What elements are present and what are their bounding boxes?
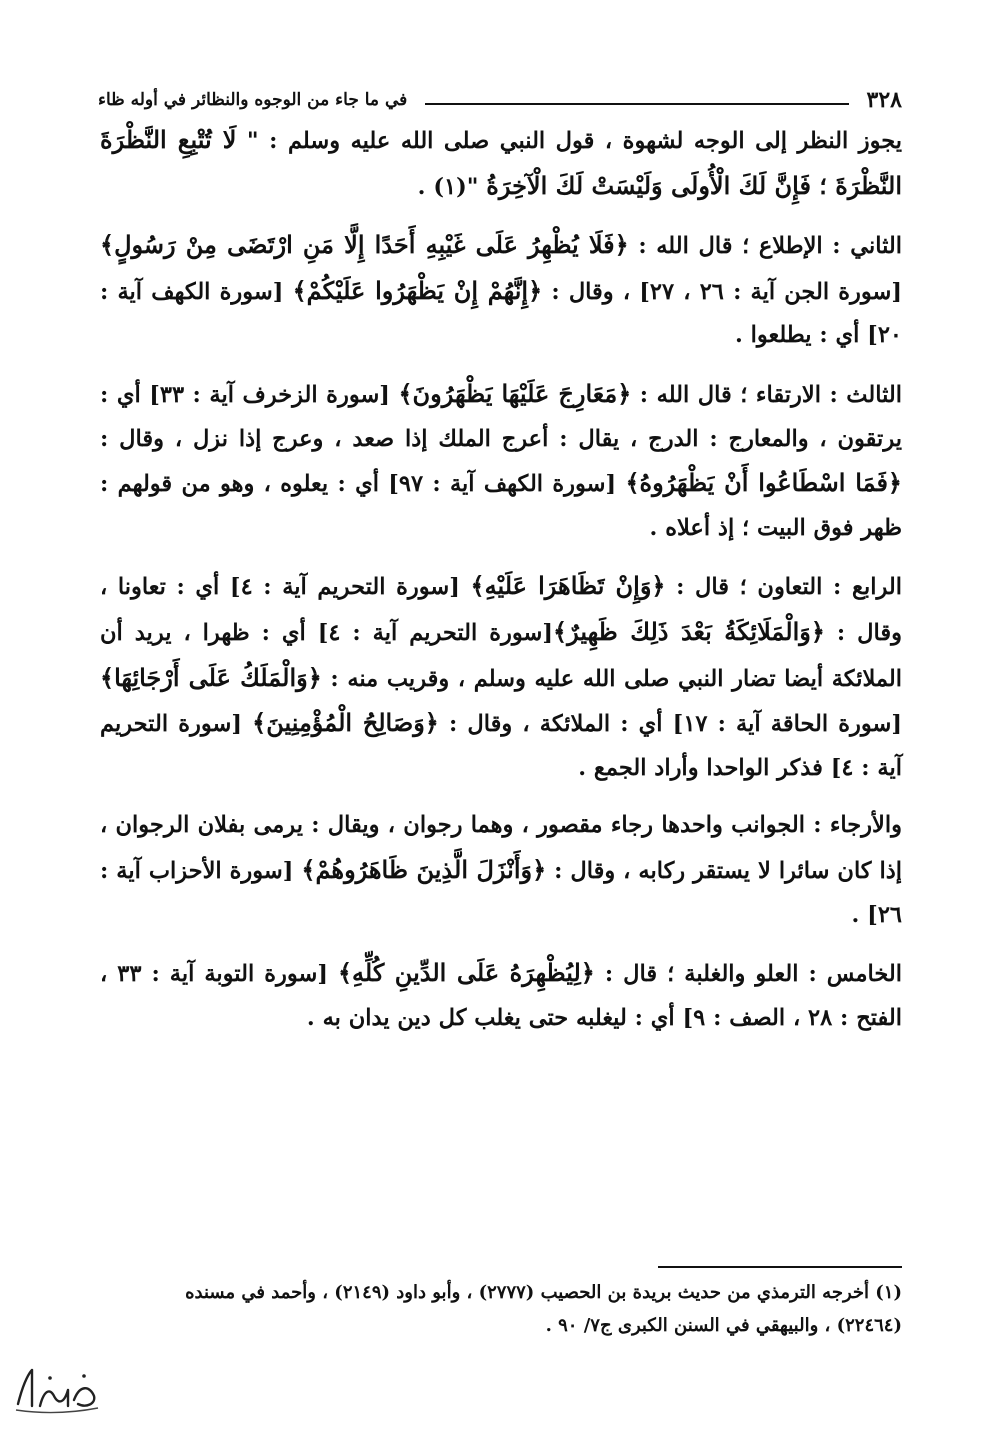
quran-verse: ﴿وَأَنْزَلَ الَّذِينَ ظَاهَرُوهُمْ﴾: [301, 854, 547, 884]
text: الثالث : الارتقاء ؛ قال الله :: [631, 381, 902, 408]
quran-verse: ﴿لِيُظْهِرَهُ عَلَى الدِّينِ كُلِّهِ﴾: [337, 958, 595, 988]
header-rule: [425, 103, 848, 105]
paragraph-4: [100, 564, 902, 790]
page-number: ٣٢٨: [866, 87, 902, 113]
quran-verse: ﴿فَلَا يُظْهِرُ عَلَى غَيْبِهِ أَحَدًا إِلَّا مَنِ ارْتَضَى مِنْ رَسُولٍ﴾: [100, 230, 629, 260]
footnote-rule: [658, 1266, 902, 1268]
footnote-line: (١) أخرجه الترمذي من حديث بريدة بن الحصيب (٢٧٧٧) ، وأبو داود (٢١٤٩) ، وأحمد في مسنده: [185, 1282, 902, 1303]
quran-verse: ﴿إِنَّهُمْ إِنْ يَظْهَرُوا عَلَيْكُمْ﴾: [292, 275, 543, 305]
text: [سورة التوبة آية : ٣٣ ، الفتح : ٢٨ ، الصف : ٩] أي : ليغلبه حتى يغلب كل دين يدان به .: [100, 961, 902, 1031]
text: [سورة الأحزاب آية : ٢٦] .: [100, 857, 902, 928]
running-title: في ما جاء من الوجوه والنظائر في أوله ظاء: [98, 90, 408, 110]
quran-verse: ﴿فَمَا اسْطَاعُوا أَنْ يَظْهَرُوهُ﴾: [625, 468, 902, 498]
text: [سورة الزخرف آية : ٣٣] أي : يرتقون ، والمعارج : الدرج ، يقال : أعرج الملك إذا صعد ، وعرج إذا نزل ، وقال :: [100, 381, 902, 452]
quran-verse: ﴿مَعَارِجَ عَلَيْهَا يَظْهَرُونَ﴾: [398, 378, 632, 408]
text: [سورة التحريم آية : ٤] أي : تعاونا ، وقال :: [100, 574, 903, 646]
quran-verse: ﴿وَإِنْ تَظَاهَرَا عَلَيْهِ﴾: [470, 571, 666, 601]
paragraph-6: [100, 951, 902, 1040]
hadith-quote: لَا تُتْبِعِ النَّظْرَةَ النَّظْرَةَ ؛ فَإِنَّ لَكَ الْأُولَى وَلَيْسَتْ لَكَ الْآخِرَةُ: [100, 125, 902, 200]
quran-verse: ﴿وَالْمَلَائِكَةُ بَعْدَ ذَلِكَ ظَهِيرٌ﴾: [553, 616, 825, 646]
paragraph-1: [100, 118, 902, 209]
text: [سورة الحاقة آية : ١٧] أي : الملائكة ، وقال :: [438, 711, 902, 738]
text: [سورة الكهف آية : ٢٠] أي : يطلعوا .: [100, 278, 902, 349]
paragraph-5: [100, 804, 902, 937]
page-header: [98, 84, 902, 116]
quran-verse: ﴿وَالْمَلَكُ عَلَى أَرْجَائِهَا﴾: [100, 662, 322, 692]
text: [سورة الكهف آية : ٩٧] أي : يعلوه ، وهو من قولهم : ظهر فوق البيت ؛ إذ أعلاه .: [100, 471, 902, 541]
text: [سورة التحريم آية : ٤] فذكر الواحدا وأراد الجمع .: [100, 711, 902, 781]
text: "(١) .: [417, 173, 487, 200]
text: [سورة الجن آية : ٢٦ ، ٢٧] ، وقال :: [542, 278, 903, 305]
calligraphy-logo-icon: [10, 1360, 102, 1418]
text: الخامس : العلو والغلبة ؛ قال :: [594, 961, 902, 988]
page-body: [100, 118, 902, 1040]
paragraph-2: [100, 223, 902, 358]
text: والأرجاء : الجوانب واحدها رجاء مقصور ، وهما رجوان ، ويقال : يرمى بفلان الرجوان ، إذا كان سائرا لا يستقر ركابه ، وقال :: [100, 812, 902, 884]
footnotes: [100, 1276, 902, 1342]
text: الثاني : الإطلاع ؛ قال الله :: [628, 233, 902, 260]
footnote-line: (٢٢٤٦٤) ، والبيهقي في السنن الكبرى ج٧/ ٩٠ .: [545, 1315, 902, 1336]
paragraph-3: [100, 372, 902, 550]
text: يجوز النظر إلى الوجه لشهوة ، قول النبي صلى الله عليه وسلم : ": [236, 128, 903, 154]
text: [سورة التحريم آية : ٤] أي : ظهرا ، يريد أن الملائكة أيضا تضار النبي صلى الله عليه وسلم ، وقريب منه :: [100, 619, 902, 692]
text: الرابع : التعاون ؛ قال :: [665, 574, 902, 601]
quran-verse: ﴿وَصَالِحُ الْمُؤْمِنِينَ﴾: [252, 708, 439, 738]
